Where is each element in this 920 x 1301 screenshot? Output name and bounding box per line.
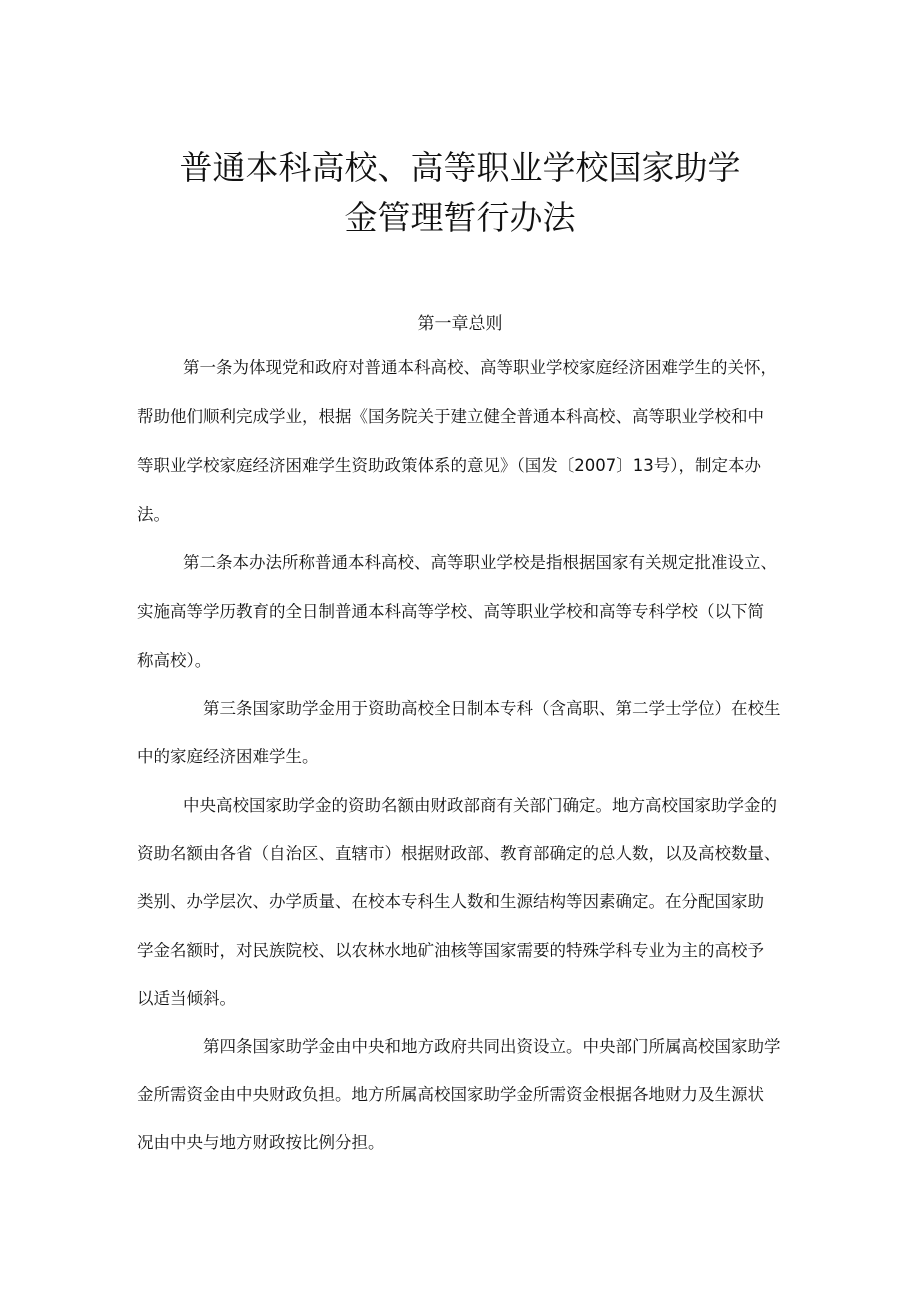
document-title-line-1: 普通本科高校、高等职业学校国家助学 xyxy=(179,148,741,187)
article-3-line-1: 第三条国家助学金用于资助高校全日制本专科（含高职、第二学士学位）在校生 xyxy=(203,699,781,718)
central-paragraph-line-1: 中央高校国家助学金的资助名额由财政部商有关部门确定。地方高校国家助学金的 xyxy=(183,796,777,815)
article-2-line-2: 实施高等学历教育的全日制普通本科高等学校、高等职业学校和高等专科学校（以下简 xyxy=(137,602,764,621)
article-4-line-3: 况由中央与地方财政按比例分担。 xyxy=(137,1133,385,1152)
article-1-line-1: 第一条为体现党和政府对普通本科高校、高等职业学校家庭经济困难学生的关怀， xyxy=(183,358,777,377)
article-1-line-3: 等职业学校家庭经济困难学生资助政策体系的意见》（国发〔2007〕13号），制定本办 xyxy=(137,456,761,475)
article-2-line-1: 第二条本办法所称普通本科高校、高等职业学校是指根据国家有关规定批准设立、 xyxy=(183,553,777,572)
central-paragraph-line-4: 学金名额时，对民族院校、以农林水地矿油核等国家需要的特殊学科专业为主的高校予 xyxy=(137,941,764,960)
central-paragraph-line-5: 以适当倾斜。 xyxy=(137,989,236,1008)
central-paragraph-line-2: 资助名额由各省（自治区、直辖市）根据财政部、教育部确定的总人数，以及高校数量、 xyxy=(137,844,781,863)
article-4-line-1: 第四条国家助学金由中央和地方政府共同出资设立。中央部门所属高校国家助学 xyxy=(203,1037,781,1056)
article-1-line-2: 帮助他们顺利完成学业，根据《国务院关于建立健全普通本科高校、高等职业学校和中 xyxy=(137,407,764,426)
article-1-line-4: 法。 xyxy=(137,505,170,524)
central-paragraph-line-3: 类别、办学层次、办学质量、在校本专科生人数和生源结构等因素确定。在分配国家助 xyxy=(137,892,764,911)
document-title-line-2: 金管理暂行办法 xyxy=(344,198,576,237)
article-3-line-2: 中的家庭经济困难学生。 xyxy=(137,747,319,766)
chapter-heading: 第一章总则 xyxy=(417,314,503,334)
article-2-line-3: 称高校）。 xyxy=(137,651,212,670)
article-4-line-2: 金所需资金由中央财政负担。地方所属高校国家助学金所需资金根据各地财力及生源状 xyxy=(137,1085,764,1104)
